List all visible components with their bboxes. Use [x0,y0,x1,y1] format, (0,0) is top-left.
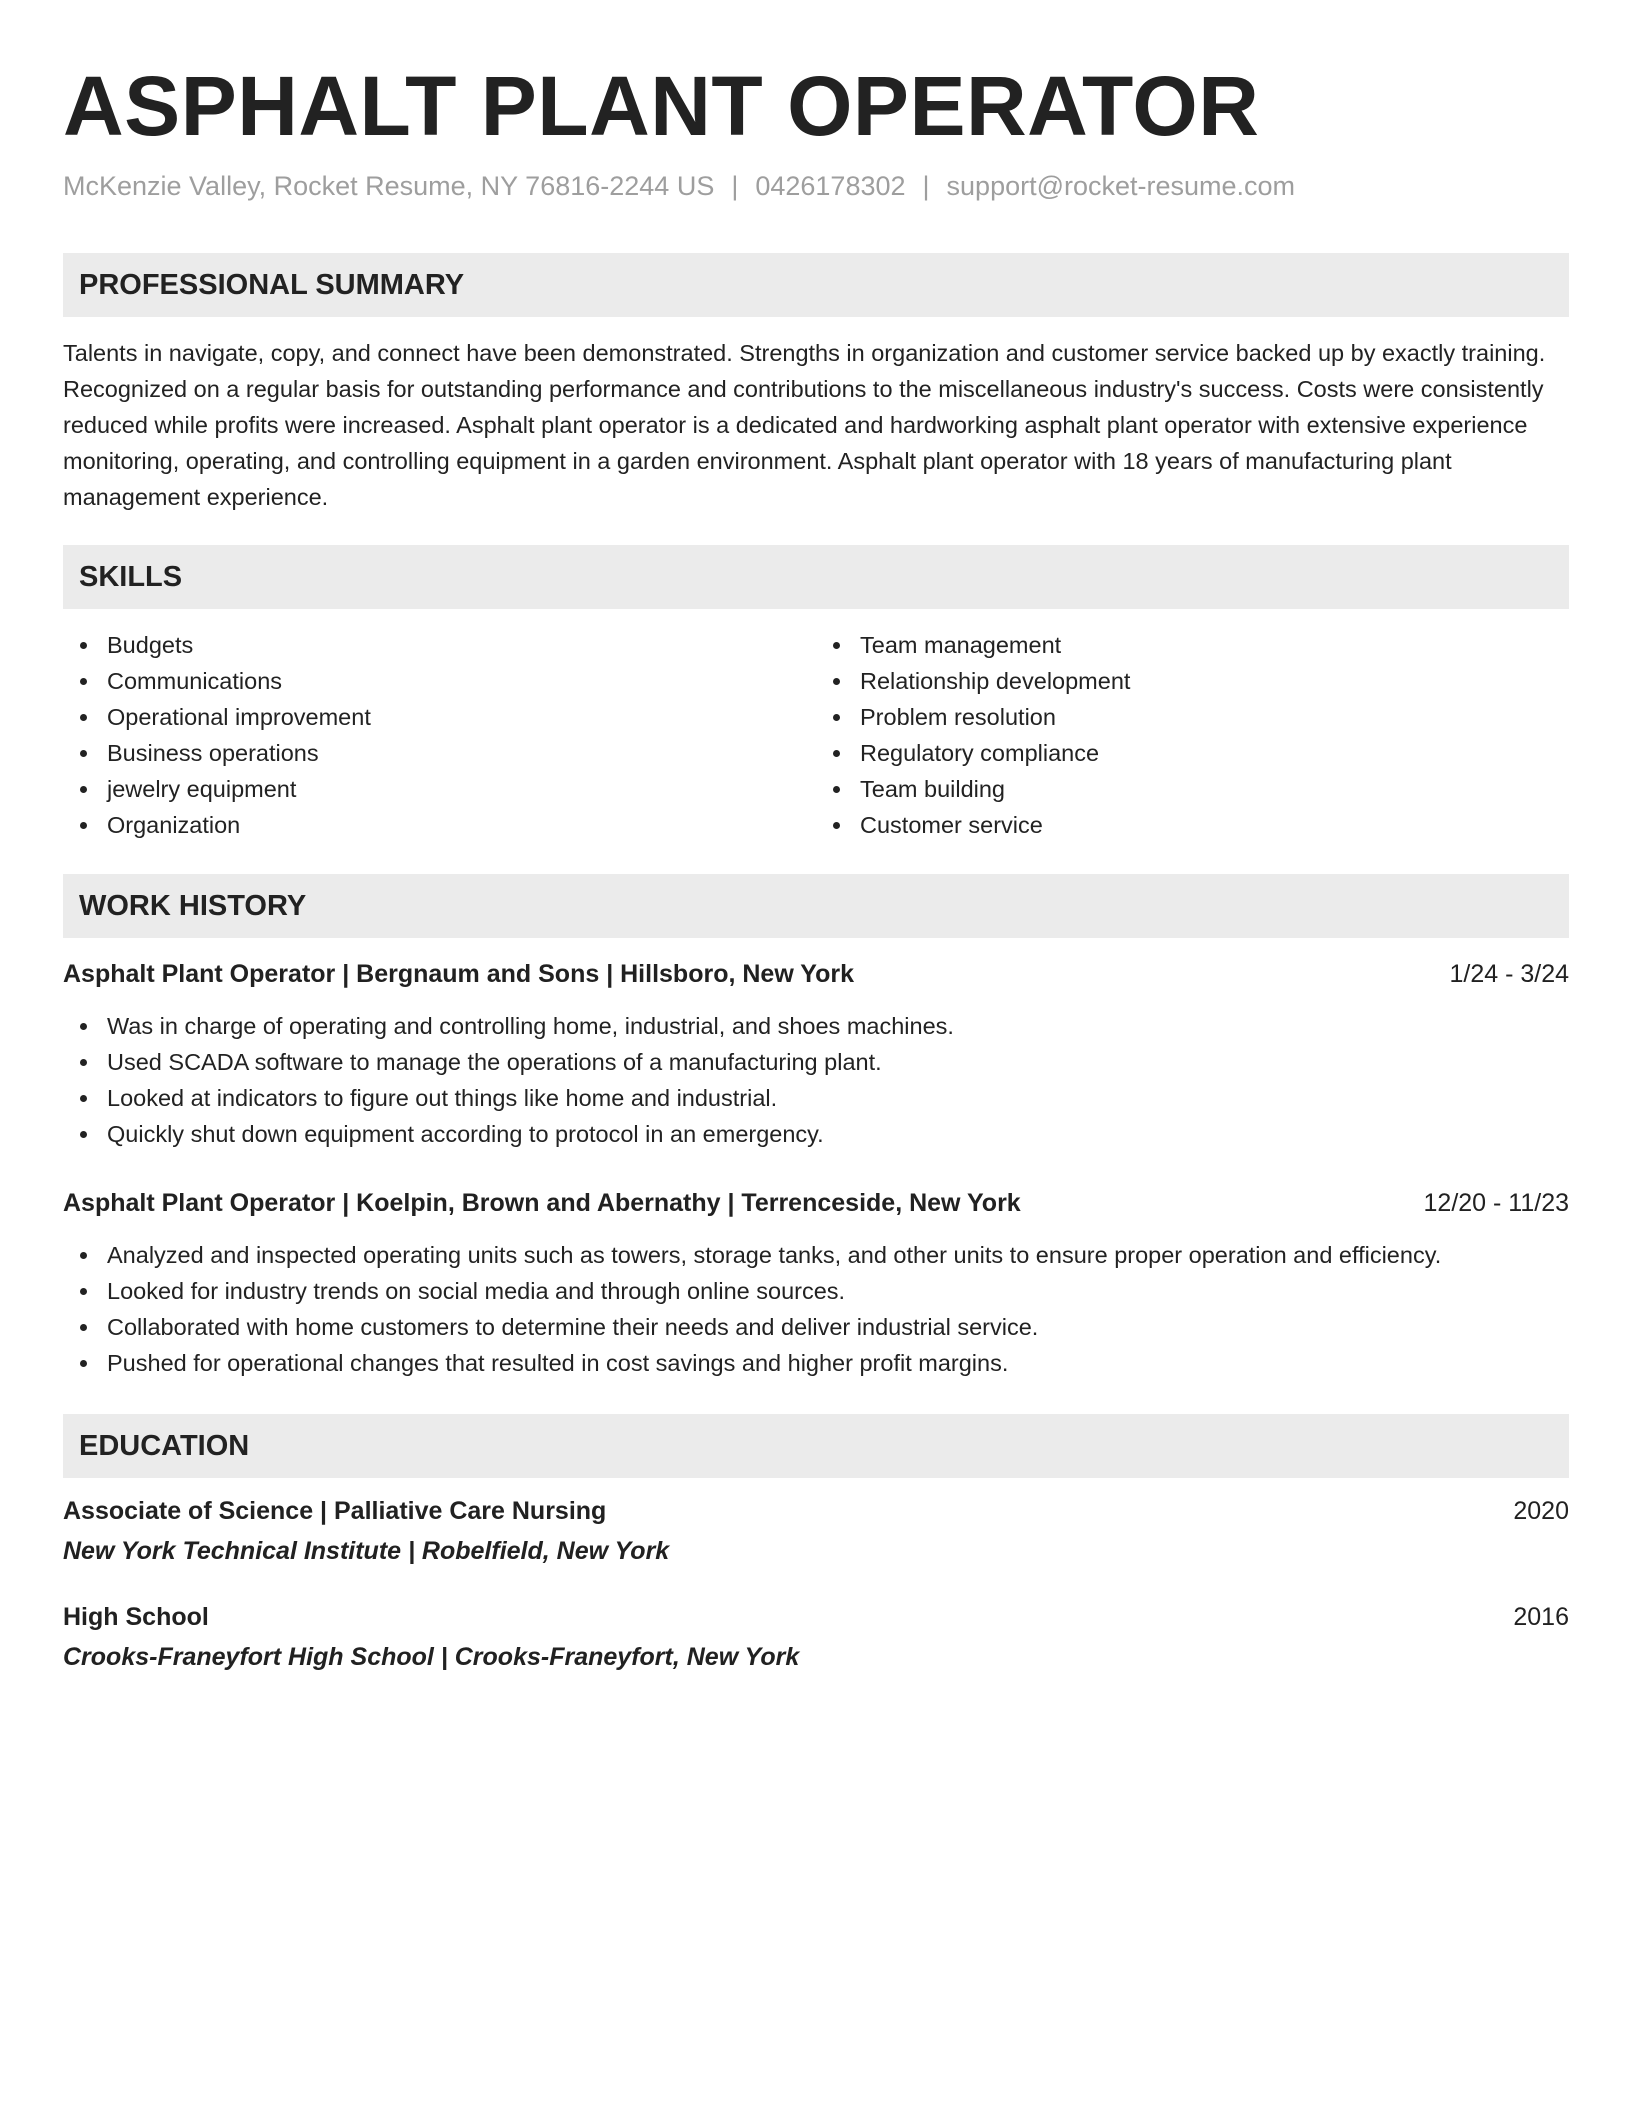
skills-column-left [63,627,816,843]
skill-item: Team building [816,771,1569,807]
contact-separator: | [731,171,739,201]
skill-item: jewelry equipment [63,771,816,807]
job-bullet: Pushed for operational changes that resulted in cost savings and higher profit margins. [63,1345,1569,1381]
contact-phone: 0426178302 [755,171,906,201]
section-header-summary: PROFESSIONAL SUMMARY [63,253,1569,317]
job-title: Asphalt Plant Operator | Koelpin, Brown and Abernathy | Terrenceside, New York [63,1189,1021,1217]
education-year: 2020 [1513,1497,1569,1525]
section-header-skills: SKILLS [63,545,1569,609]
skill-item: Regulatory compliance [816,735,1569,771]
job-bullet: Looked at indicators to figure out things like home and industrial. [63,1080,1569,1116]
job-header [63,1185,1569,1221]
education-entry [63,1493,1569,1569]
education-school: New York Technical Institute | Robelfield, New York [63,1537,670,1565]
job-title: Asphalt Plant Operator | Bergnaum and Sons | Hillsboro, New York [63,960,854,988]
job-bullet: Used SCADA software to manage the operations of a manufacturing plant. [63,1044,1569,1080]
education-header [63,1493,1569,1529]
skill-item: Customer service [816,807,1569,843]
education-school: Crooks-Franeyfort High School | Crooks-Franeyfort, New York [63,1643,800,1671]
contact-address: McKenzie Valley, Rocket Resume, NY 76816-2244 US [63,171,715,201]
contact-separator: | [922,171,930,201]
job-bullet: Was in charge of operating and controlling home, industrial, and shoes machines. [63,1008,1569,1044]
education-degree: Associate of Science | Palliative Care Nursing [63,1497,607,1525]
job-bullets [63,1237,1569,1381]
education-header [63,1599,1569,1635]
job-entry [63,1185,1569,1381]
contact-email: support@rocket-resume.com [946,171,1296,201]
job-entry [63,956,1569,1152]
job-bullets [63,1008,1569,1152]
skills-list [63,627,1569,843]
section-header-work-history: WORK HISTORY [63,874,1569,938]
job-header [63,956,1569,992]
skill-item: Communications [63,663,816,699]
job-dates: 1/24 - 3/24 [1449,960,1569,988]
education-degree: High School [63,1603,209,1631]
skill-item: Budgets [63,627,816,663]
education-entry [63,1599,1569,1675]
summary-text: Talents in navigate, copy, and connect have been demonstrated. Strengths in organization and customer service backed up by exactly training. Recognized on a regular basis for outstanding performance and contributions to the miscellaneous industry's success. Costs were consistently reduced while profits were increased. Asphalt plant operator is a dedicated and hardworking asphalt plant operator with extensive experience monitoring, operating, and controlling equipment in a garden environment. Asphalt plant operator with 18 years of manufacturing plant management experience. [63,340,1546,510]
resume-title: ASPHALT PLANT OPERATOR [63,59,1260,153]
skill-item: Team management [816,627,1569,663]
skills-column-right [816,627,1569,843]
contact-info [63,168,1569,204]
job-bullet: Looked for industry trends on social media and through online sources. [63,1273,1569,1309]
job-bullet: Analyzed and inspected operating units such as towers, storage tanks, and other units to ensure proper operation and efficiency. [63,1237,1569,1273]
skill-item: Relationship development [816,663,1569,699]
section-header-education: EDUCATION [63,1414,1569,1478]
job-bullet: Collaborated with home customers to determine their needs and deliver industrial service. [63,1309,1569,1345]
skill-item: Operational improvement [63,699,816,735]
education-year: 2016 [1513,1603,1569,1631]
skill-item: Organization [63,807,816,843]
job-dates: 12/20 - 11/23 [1423,1189,1569,1217]
job-bullet: Quickly shut down equipment according to protocol in an emergency. [63,1116,1569,1152]
skill-item: Business operations [63,735,816,771]
skill-item: Problem resolution [816,699,1569,735]
